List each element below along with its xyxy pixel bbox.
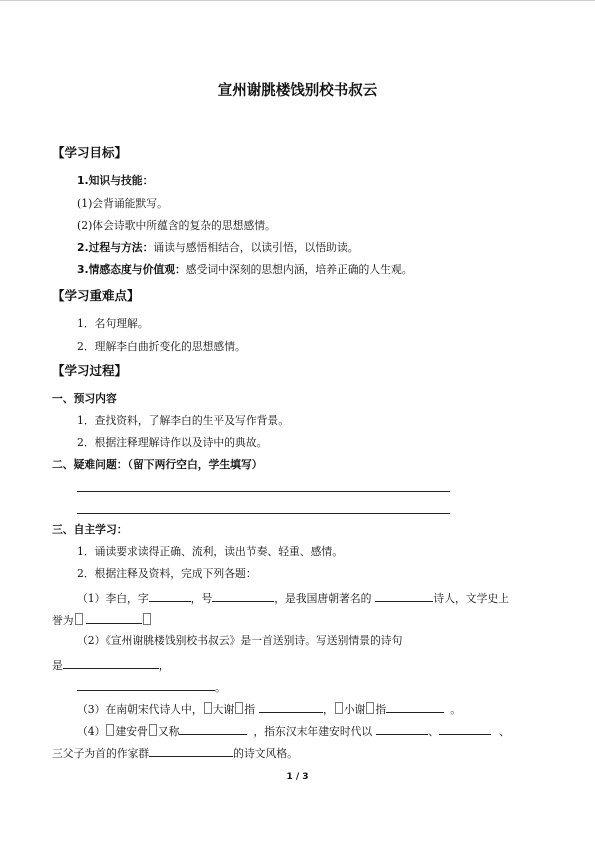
- q4-text-c: 又称: [157, 725, 180, 738]
- q2-text-b: 是: [52, 659, 63, 672]
- q4-person-blank-2[interactable]: [439, 723, 491, 735]
- goal-emotion-text: 感受词中深刻的思想内涵，培养正确的人生观。: [185, 263, 413, 276]
- q3-text-b: 大谢: [212, 703, 235, 716]
- q4-text-e: 、: [428, 725, 440, 738]
- question-3-line: [77, 701, 461, 717]
- goal-emotion-label: 3.情感态度与价值观：: [77, 263, 186, 276]
- quote-box-icon: [204, 702, 212, 714]
- goal-process: [77, 241, 359, 255]
- key-points-heading: 【学习重难点】: [52, 288, 140, 303]
- q4-text-g: 三父子为首的作家群: [52, 747, 150, 760]
- preview-label: 一、预习内容: [52, 392, 117, 405]
- key-point-2: 2．理解李白曲折变化的思想感情。: [77, 340, 246, 353]
- question-1-line-2: [52, 612, 152, 628]
- q4-style-blank[interactable]: [149, 745, 233, 757]
- q1-text-a: （1）李白，字: [77, 592, 149, 605]
- question-2-line: （2）《宣州谢朓楼饯别校书叔云》是一首送别诗。写送别情景的诗句: [77, 634, 403, 647]
- self-study-item-2: 2．根据注释及资料，完成下列各题：: [77, 567, 257, 580]
- q1-text-d: 诗人，文学史上: [433, 592, 509, 605]
- goal-knowledge-1: (1)会背诵能默写。: [77, 197, 168, 210]
- goals-heading: 【学习目标】: [52, 145, 128, 160]
- q1-pen-name-blank[interactable]: [212, 590, 274, 602]
- q3-text-f: 指: [375, 703, 387, 716]
- goal-process-text: 诵读与感悟相结合，以读引悟，以悟助读。: [153, 241, 359, 254]
- q2-verse-blank-2[interactable]: [77, 679, 215, 691]
- goal-knowledge-label-text: 1.知识与技能：: [77, 174, 154, 187]
- q4-alt-name-blank[interactable]: [179, 723, 247, 735]
- preview-item-1: 1．查找资料，了解李白的生平及写作背景。: [77, 414, 290, 427]
- q2-text-d: 。: [215, 681, 226, 694]
- q3-text-a: （3）在南朝宋代诗人中，: [77, 703, 203, 716]
- top-border: [0, 0, 595, 1]
- goal-emotion: [77, 263, 413, 277]
- quote-box-icon: [335, 702, 343, 714]
- q3-small-xie-blank[interactable]: [386, 701, 444, 713]
- q3-text-d: ，: [323, 703, 334, 716]
- q4-text-a: （4）: [77, 725, 106, 738]
- open-quote-box-icon: [75, 613, 83, 625]
- q2-verse-blank-1[interactable]: [63, 657, 159, 669]
- q4-text-b: 建安骨: [115, 725, 148, 738]
- q4-text-f: 、: [499, 725, 510, 738]
- q1-text-e: 誉为: [52, 614, 74, 627]
- self-study-item-1: 1．诵读要求读得正确、流利，读出节奏、轻重、感情。: [77, 545, 343, 558]
- question-1-line: [77, 590, 509, 606]
- q1-title-blank[interactable]: [86, 612, 142, 624]
- difficult-label: 二、疑难问题：（留下两行空白，学生填写）: [52, 458, 263, 471]
- q1-school-blank[interactable]: [375, 590, 433, 602]
- q1-text-b: ，号: [190, 592, 213, 605]
- q1-courtesy-name-blank[interactable]: [149, 590, 191, 602]
- question-4-line: [77, 723, 510, 739]
- answer-line-2[interactable]: [77, 513, 450, 514]
- process-heading: 【学习过程】: [52, 363, 128, 378]
- answer-line-1[interactable]: [77, 491, 450, 492]
- q1-text-c: ，是我国唐朝著名的: [274, 592, 372, 605]
- q4-person-blank-1[interactable]: [376, 723, 428, 735]
- q3-text-c: 指: [244, 703, 256, 716]
- quote-box-icon: [106, 724, 114, 736]
- q3-text-e: 小谢: [343, 703, 366, 716]
- goal-process-label: 2.过程与方法：: [77, 241, 154, 254]
- q2-text-c: ，: [158, 659, 170, 672]
- q4-text-h: 的诗文风格。: [233, 747, 298, 760]
- page-number: 1 / 3: [286, 772, 309, 782]
- quote-box-icon: [149, 724, 157, 736]
- goal-knowledge-label: [77, 174, 153, 188]
- quote-box-icon: [366, 702, 374, 714]
- key-point-1: 1．名句理解。: [77, 317, 149, 330]
- q3-big-xie-blank[interactable]: [259, 701, 323, 713]
- goal-knowledge-2: (2)体会诗歌中所蕴含的复杂的思想感情。: [77, 219, 276, 232]
- question-4-line-2: [52, 745, 298, 761]
- question-2-line-2: [52, 657, 170, 673]
- q3-text-g: 。: [450, 703, 462, 716]
- page-title: 宣州谢朓楼饯别校书叔云: [217, 83, 378, 99]
- question-2-line-3: [77, 679, 226, 695]
- q4-text-d: ，指东汉末年建安时代以: [253, 725, 373, 738]
- preview-item-2: 2．根据注释理解诗作以及诗中的典故。: [77, 436, 268, 449]
- quote-box-icon: [235, 702, 243, 714]
- close-quote-box-icon: [143, 613, 151, 625]
- self-study-label: 三、自主学习：: [52, 523, 128, 536]
